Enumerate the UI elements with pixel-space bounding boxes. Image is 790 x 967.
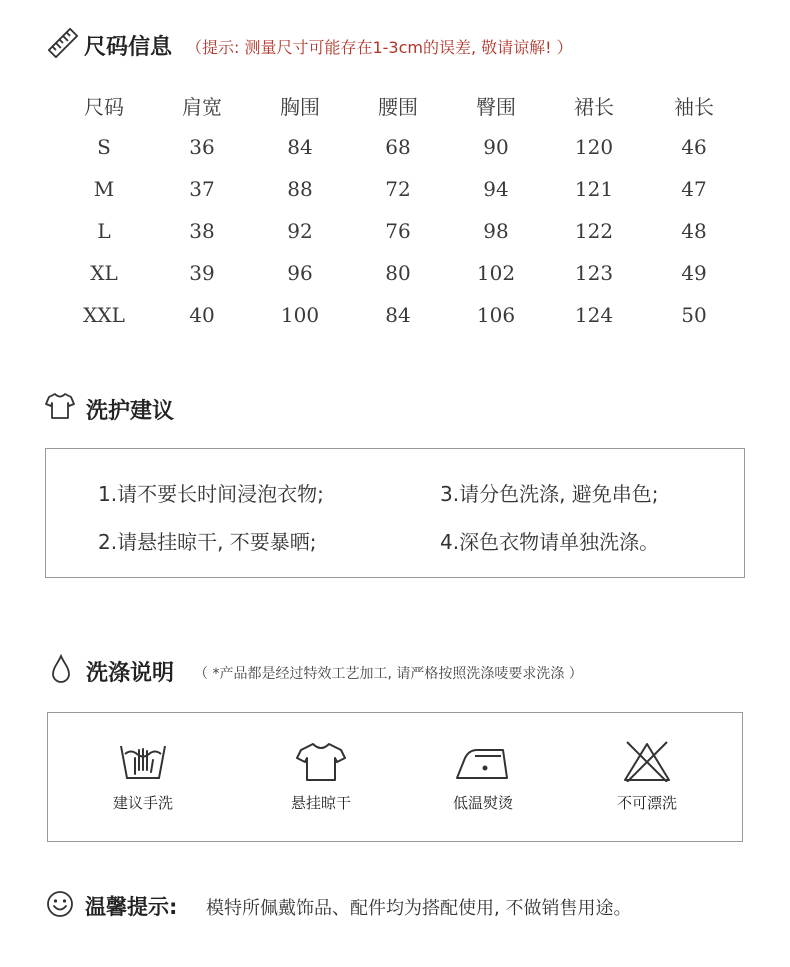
table-cell: 84 [287, 135, 313, 159]
wash-symbol [241, 740, 401, 813]
table-cell: 88 [287, 177, 313, 201]
table-cell: 46 [681, 135, 707, 159]
wash-symbol-label: 不可漂洗 [616, 794, 677, 812]
table-cell: 36 [189, 135, 215, 159]
table-row [55, 168, 745, 210]
size-label: XL [90, 261, 118, 285]
care-box [45, 448, 745, 578]
table-cell: 76 [385, 219, 411, 243]
size-table-header [55, 84, 745, 126]
ruler-icon [48, 28, 78, 58]
care-item: 1.请不要长时间浸泡衣物; [98, 482, 324, 506]
size-label: S [97, 135, 111, 159]
table-row [55, 210, 745, 252]
table-cell: 80 [385, 261, 411, 285]
water-drop-icon [50, 654, 72, 684]
column-header: 腰围 [378, 94, 418, 119]
table-cell: 90 [483, 135, 509, 159]
column-header: 尺码 [84, 94, 124, 119]
no-bleach-icon [621, 740, 673, 782]
size-label: L [97, 219, 111, 243]
wash-symbol-label: 低温熨烫 [452, 794, 513, 812]
table-cell: 121 [574, 177, 614, 201]
wash-section-note: （ *产品都是经过特效工艺加工, 请严格按照洗涤唛要求洗涤 ） [194, 666, 583, 682]
table-cell: 68 [385, 135, 411, 159]
table-cell: 72 [385, 177, 411, 201]
care-item: 4.深色衣物请单独洗涤。 [440, 530, 660, 554]
smiley-icon [46, 890, 74, 918]
table-cell: 106 [476, 303, 516, 327]
column-header: 肩宽 [182, 94, 222, 119]
column-header: 袖长 [674, 94, 714, 119]
table-cell: 92 [287, 219, 313, 243]
wash-symbol-label: 建议手洗 [112, 794, 173, 812]
low-iron-icon [453, 740, 513, 782]
care-section-title: 洗护建议 [86, 399, 175, 424]
care-item: 3.请分色洗涤, 避免串色; [440, 482, 659, 506]
table-cell: 37 [189, 177, 215, 201]
table-row [55, 126, 745, 168]
table-cell: 120 [574, 135, 614, 159]
tshirt-icon [45, 392, 75, 420]
table-cell: 123 [574, 261, 614, 285]
size-section-title: 尺码信息 [84, 35, 173, 60]
hang-dry-icon [295, 740, 347, 782]
size-section-note: （提示: 测量尺寸可能存在1-3cm的误差, 敬请谅解! ） [186, 38, 573, 57]
table-cell: 94 [483, 177, 509, 201]
table-cell: 40 [189, 303, 215, 327]
column-header: 裙长 [574, 94, 614, 119]
table-cell: 98 [483, 219, 509, 243]
table-cell: 84 [385, 303, 411, 327]
size-table [55, 84, 745, 336]
wash-symbol-label: 悬挂晾干 [290, 794, 351, 812]
table-cell: 100 [280, 303, 320, 327]
table-row [55, 252, 745, 294]
tip-text: 模特所佩戴饰品、配件均为搭配使用, 不做销售用途。 [206, 898, 632, 919]
table-cell: 39 [189, 261, 215, 285]
column-header: 胸围 [280, 94, 320, 119]
table-cell: 96 [287, 261, 313, 285]
table-cell: 124 [574, 303, 614, 327]
hand-wash-icon [117, 740, 169, 782]
wash-symbol [403, 740, 563, 813]
table-cell: 102 [476, 261, 516, 285]
table-cell: 48 [681, 219, 707, 243]
wash-section-title: 洗涤说明 [86, 661, 175, 686]
size-label: M [93, 177, 115, 201]
table-cell: 47 [681, 177, 707, 201]
care-item: 2.请悬挂晾干, 不要暴晒; [98, 530, 317, 554]
table-cell: 50 [681, 303, 707, 327]
tip-label: 温馨提示: [85, 895, 178, 919]
wash-symbol [567, 740, 727, 813]
table-cell: 122 [574, 219, 614, 243]
column-header: 臀围 [476, 94, 516, 119]
table-row [55, 294, 745, 336]
size-label: XXL [83, 303, 125, 327]
table-cell: 38 [189, 219, 215, 243]
wash-symbol [63, 740, 223, 813]
table-cell: 49 [681, 261, 707, 285]
